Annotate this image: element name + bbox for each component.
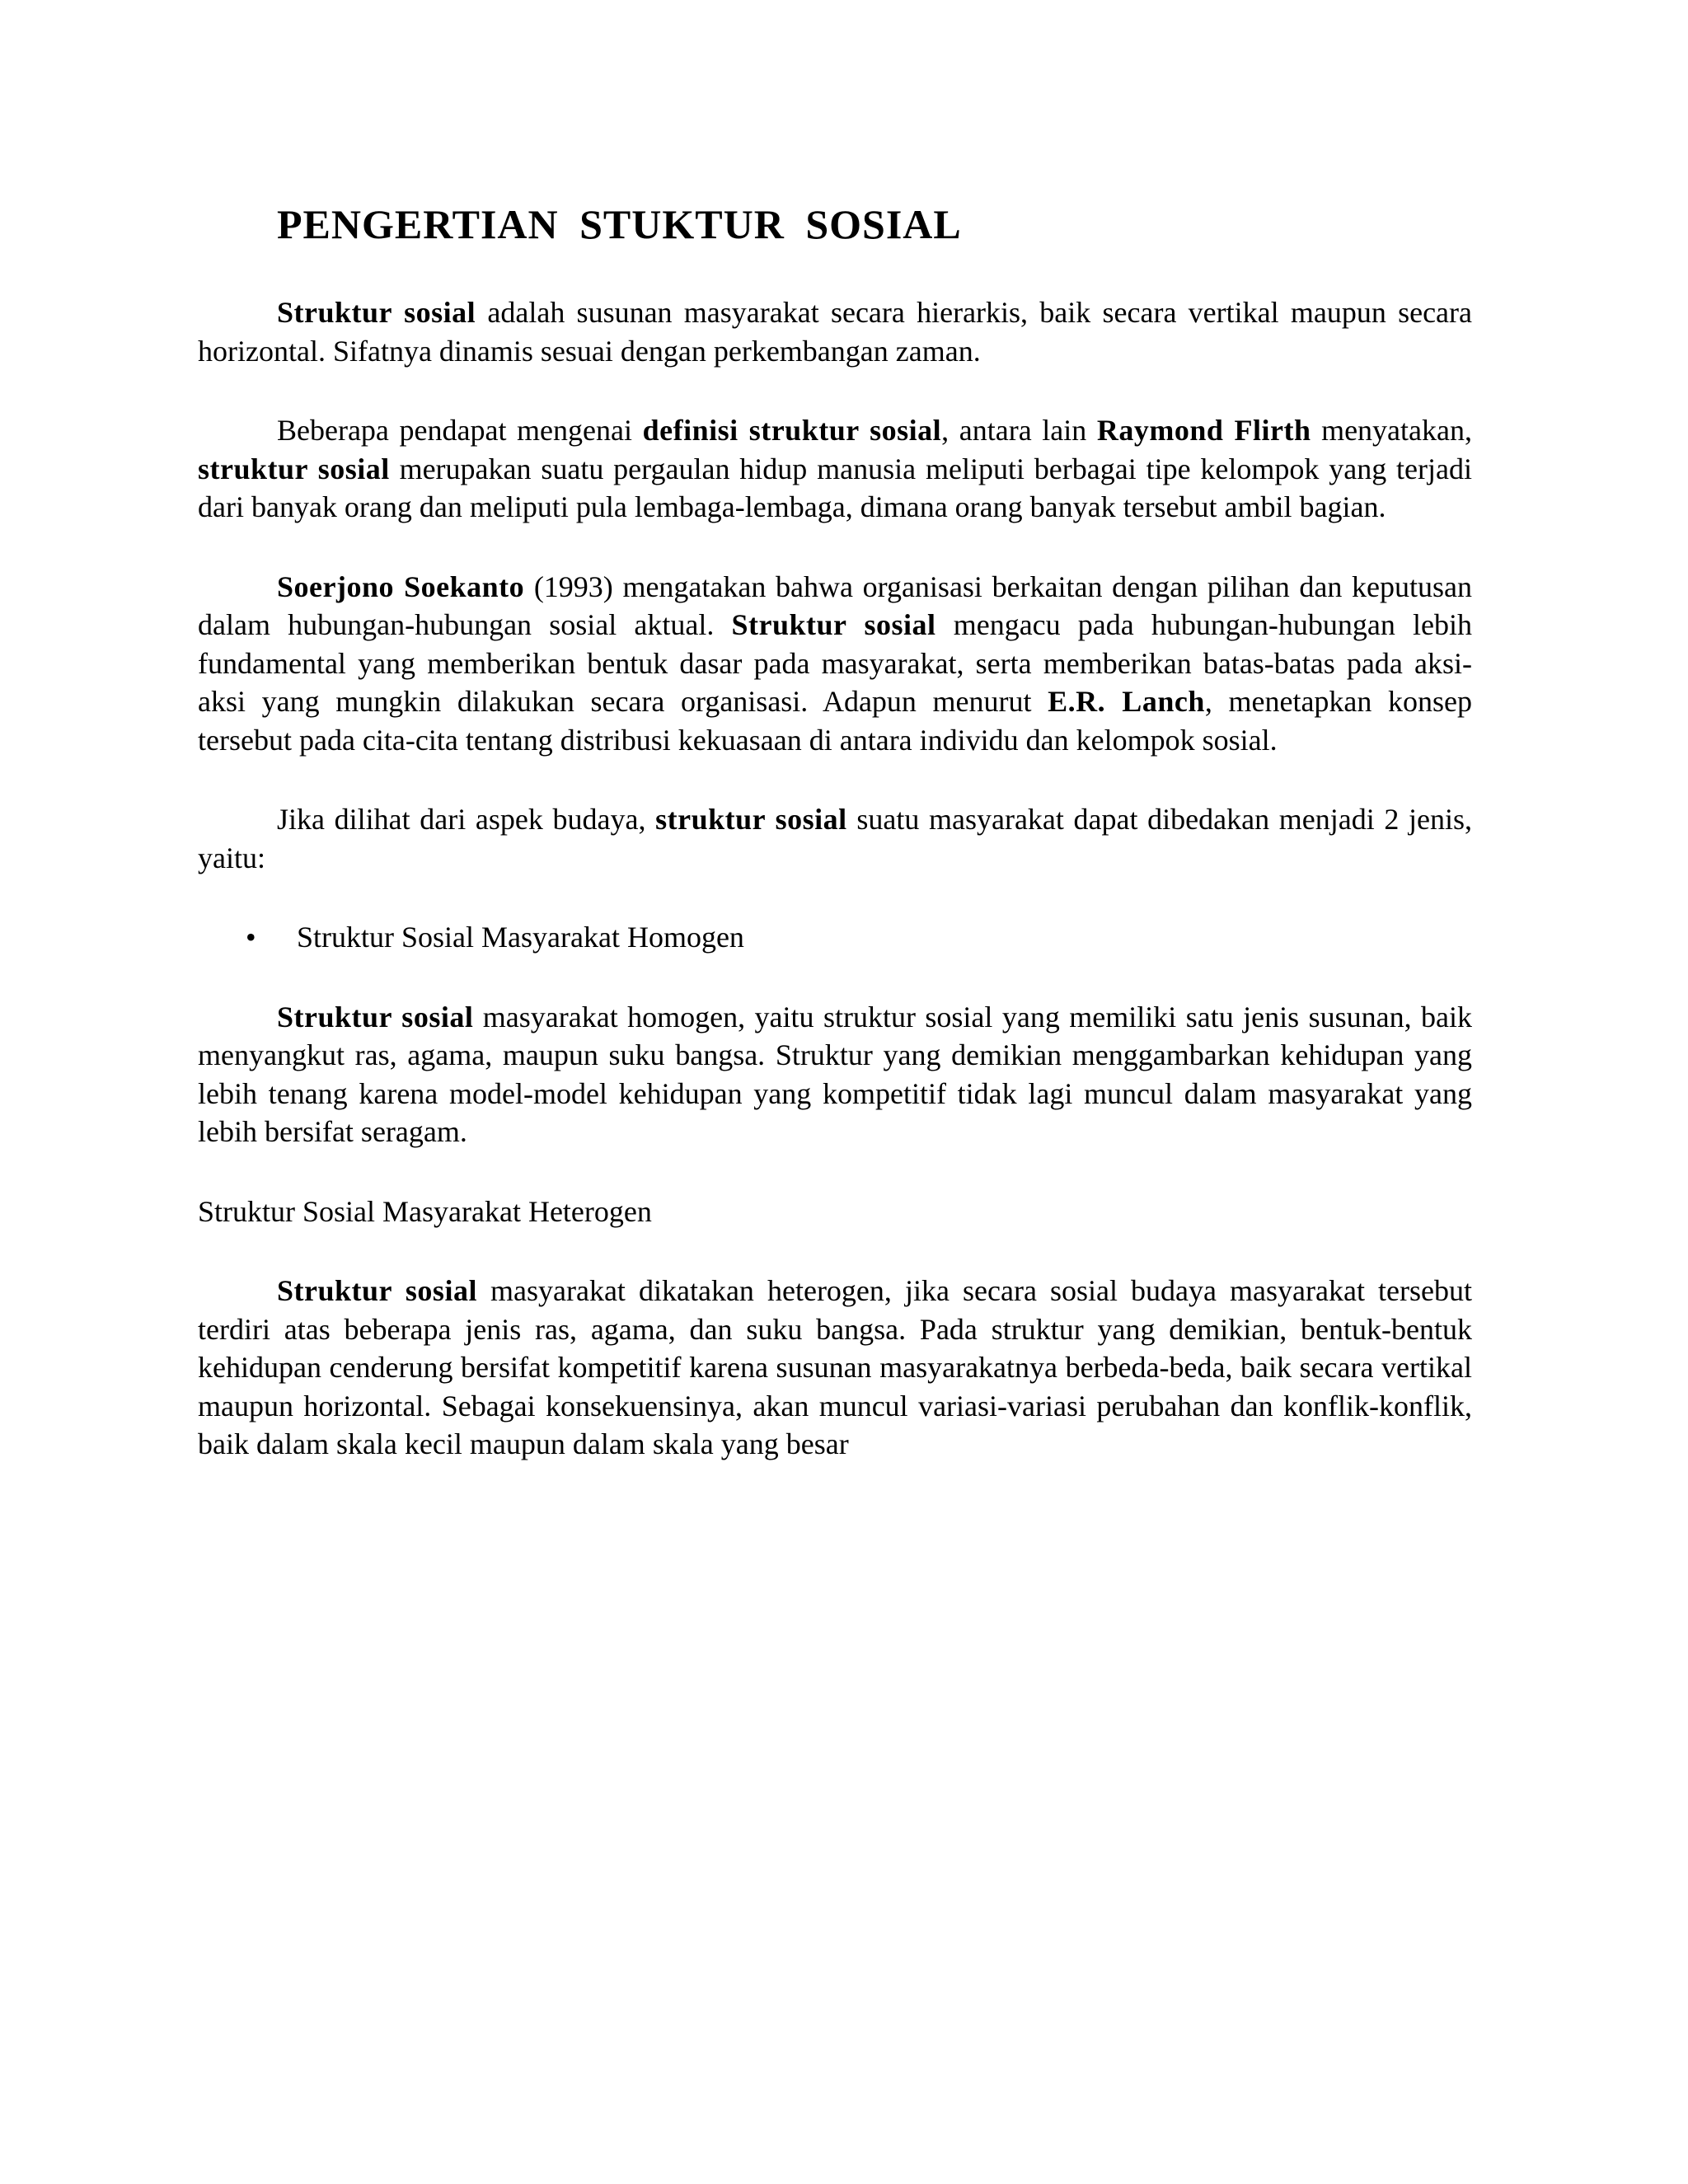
paragraph-text: masyarakat homogen, yaitu struktur sosial yang memiliki satu jenis susunan, baik menyangkut ras, agama, maupun suku bangsa. Struktur yang demikian menggambarkan kehidupan yang lebih tenang karena model-model kehidupan yang kompetitif tidak lagi muncul dalam masyarakat yang lebih bersifat seragam. bbox=[198, 1000, 1472, 1148]
bold-name: E.R. Lanch bbox=[1048, 685, 1205, 718]
paragraph-homogen bbox=[198, 998, 1472, 1151]
bold-term: struktur sosial bbox=[198, 452, 390, 485]
paragraph-text: menyatakan, bbox=[1311, 414, 1472, 447]
paragraph-definition bbox=[198, 293, 1472, 370]
paragraph-text: (1993) mengatakan bahwa organisasi berkaitan dengan pilihan dan keputusan dalam hubungan-hubungan sosial aktual. bbox=[198, 569, 1472, 641]
list-item bbox=[198, 918, 1472, 957]
paragraph-text: Beberapa pendapat mengenai bbox=[277, 414, 643, 447]
bold-term: struktur sosial bbox=[655, 803, 847, 836]
bold-name: Raymond Flirth bbox=[1096, 414, 1311, 447]
bold-term: Struktur sosial bbox=[731, 608, 936, 641]
subheading-heterogen: Struktur Sosial Masyarakat Heterogen bbox=[198, 1194, 652, 1228]
paragraph-text: suatu masyarakat dapat dibedakan menjadi 2 jenis, yaitu: bbox=[198, 803, 1473, 874]
paragraph-text: mengacu pada hubungan-hubungan lebih fundamental yang memberikan bentuk dasar pada masyarakat, serta memberikan batas-batas pada aksi-aksi yang mungkin dilakukan secara organisasi. Adapun menurut bbox=[198, 608, 1473, 718]
page-title: PENGERTIAN STUKTUR SOSIAL bbox=[277, 201, 962, 247]
bold-term: Struktur sosial bbox=[277, 296, 476, 329]
bold-term: definisi struktur sosial bbox=[642, 414, 942, 447]
paragraph-text: masyarakat dikatakan heterogen, jika secara sosial budaya masyarakat tersebut terdiri atas beberapa jenis ras, agama, dan suku bangsa. Pada struktur yang demikian, bentuk-bentuk kehidupan cenderung bersifat kompetitif karena susunan masyarakatnya berbeda-beda, baik secara vertikal maupun horizontal. Sebagai konsekuensinya, akan muncul variasi-variasi perubahan dan konflik-konflik, baik dalam skala kecil maupun dalam skala yang besar bbox=[198, 1274, 1472, 1460]
bold-name: Soerjono Soekanto bbox=[277, 569, 525, 603]
bold-term: Struktur sosial bbox=[277, 1274, 477, 1307]
paragraph-aspek-budaya bbox=[198, 800, 1472, 877]
paragraph-text: , antara lain bbox=[941, 414, 1097, 447]
paragraph-soerjono-soekanto bbox=[198, 568, 1472, 760]
paragraph-text: Jika dilihat dari aspek budaya, bbox=[277, 803, 656, 836]
bold-term: Struktur sosial bbox=[277, 1000, 474, 1033]
paragraph-raymond-flirth bbox=[198, 411, 1472, 527]
paragraph-text: adalah susunan masyarakat secara hierarkis, baik secara vertikal maupun secara horizontal. Sifatnya dinamis sesuai dengan perkembangan zaman. bbox=[198, 296, 1472, 368]
paragraph-heterogen bbox=[198, 1272, 1472, 1464]
paragraph-text: , menetapkan konsep tersebut pada cita-cita tentang distribusi kekuasaan di antara individu dan kelompok sosial. bbox=[198, 685, 1473, 757]
bullet-icon: • bbox=[246, 921, 256, 954]
paragraph-text: merupakan suatu pergaulan hidup manusia meliputi berbagai tipe kelompok yang terjadi dari banyak orang dan meliputi pula lembaga-lembaga, dimana orang banyak tersebut ambil bagian. bbox=[198, 452, 1472, 523]
list-item-label: Struktur Sosial Masyarakat Homogen bbox=[297, 921, 744, 954]
document-page bbox=[198, 190, 1472, 1464]
